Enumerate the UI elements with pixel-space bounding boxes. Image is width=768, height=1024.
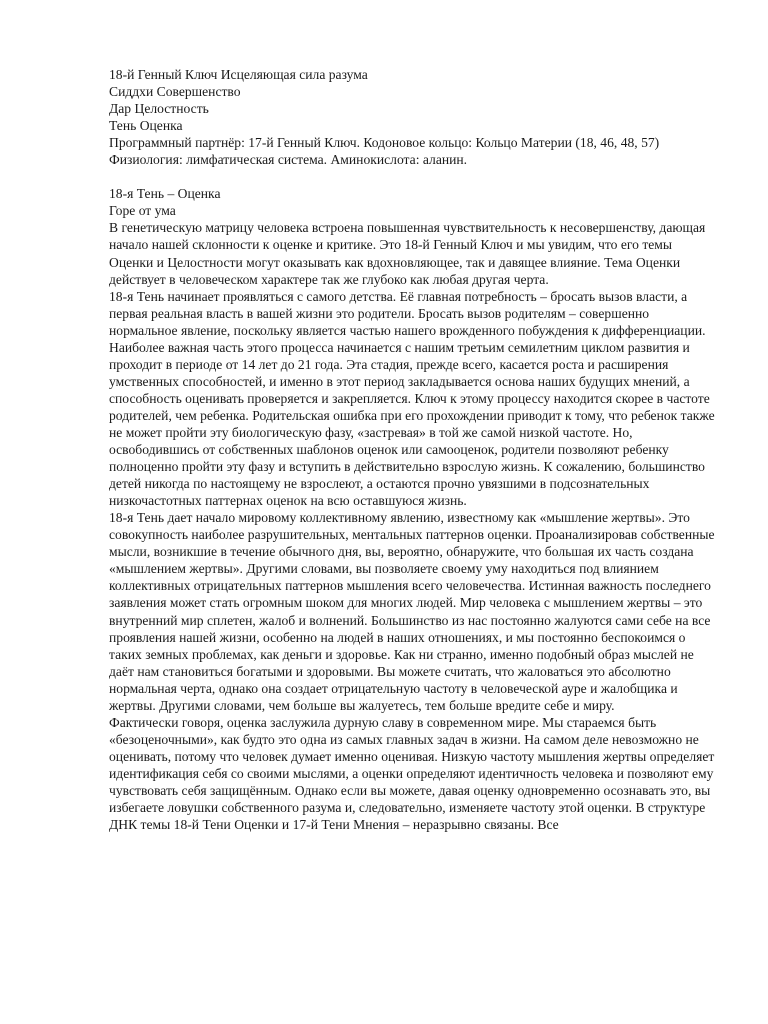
gene-key-title: 18-й Генный Ключ Исцеляющая сила разума (109, 67, 368, 82)
document-page (109, 66, 715, 833)
paragraph: 18-я Тень дает начало мировому коллективному явлению, известному как «мышление жертвы». Это совокупность наиболее разрушительных, ментальных паттернов оценки. Проанализировав собственные мысли, возникшие в течение обычного дня, вы, вероятно, обнаружите, что большая их часть создана «мышлением жертвы». Другими словами, вы позволяете своему уму находиться под влиянием коллективных отрицательных паттернов мышления всего человечества. Истинная важность последнего заявления может стать огромным шоком для многих людей. Мир человека с мышлением жертвы – это внутренний мир сплетен, жалоб и волнений. Большинство из нас постоянно жалуются сами себе на все проявления нашей жизни, особенно на людей в наших отношениях, и мы постоянно беспокоимся о таких земных проблемах, как деньги и здоровье. Как ни странно, именно подобный образ мыслей не даёт нам становиться богатыми и здоровыми. Вы можете считать, что жаловаться это абсолютно нормальная черта, однако она создает отрицательную частоту в человеческой ауре и жалобщика и жертвы. Другими словами, чем больше вы жалуетесь, тем больше вредите себе и миру. (109, 510, 715, 713)
physiology-line: Физиология: лимфатическая система. Аминокислота: аланин. (109, 152, 468, 168)
paragraph: 18-я Тень начинает проявляться с самого детства. Её главная потребность – бросать вызов власти, а первая реальная власть в вашей жизни это родители. Бросать вызов родителям – совершенно нормальное явление, поскольку является частью нашего врожденного побуждения к дифференциации. Наиболее важная часть этого процесса начинается с нашим третьим семилетним циклом развития и проходит в периоде от 14 лет до 21 года. Эта стадия, прежде всего, касается роста и расширения умственных способностей, и именно в этот период закладывается основа наших будущих мнений, а способность оценивать проверяется и закрепляется. Ключ к этому процессу находится скорее в частоте родителей, чем ребенка. Родительская ошибка при его прохождении приводит к тому, что ребенок также не может пройти эту биологическую фазу, «застревая» в той же самой низкой частоте. Но, освободившись от собственных шаблонов оценок или самооценок, родители позволяют ребенку полноценно пройти эту фазу и вступить в действительно взрослую жизнь. К сожалению, большинство детей никогда по настоящему не взрослеют, а остаются прочно увязшими в подсознательных низкочастотных паттернах оценок на всю оставшуюся жизнь. (109, 288, 715, 509)
shadow-line: Тень Оценка (109, 118, 183, 134)
paragraph: Фактически говоря, оценка заслужила дурную славу в современном мире. Мы стараемся быть «безоценочными», как будто это одна из самых главных задач в жизни. На самом деле невозможно не оценивать, потому что человек думает именно оценивая. Низкую частоту мышления жертвы определяет идентификация себя со своими мыслями, а оценки определяют идентичность человека и позволяют ему чувствовать себя защищённым. Однако если вы можете, давая оценку одновременно осознавать это, вы избегаете ловушки собственного разума и, следовательно, изменяете частоту этой оценки. В структуре ДНК темы 18-й Тени Оценки и 17-й Тени Мнения – неразрывно связаны. Все (109, 714, 715, 833)
section-heading: 18-я Тень – Оценка (109, 186, 221, 202)
blank-line (109, 168, 715, 185)
gift-line: Дар Целостность (109, 101, 209, 117)
siddhi-line: Сиддхи Совершенство (109, 84, 241, 100)
paragraph: В генетическую матрицу человека встроена повышенная чувствительность к несовершенству, дающая начало нашей склонности к оценке и критике. Это 18-й Генный Ключ и мы увидим, что его темы Оценки и Целостности могут оказывать как вдохновляющее, так и давящее влияние. Тема Оценки действует в человеческом характере так же глубоко как любая другая черта. (109, 220, 706, 287)
programming-partner-line: Программный партнёр: 17-й Генный Ключ. Кодоновое кольцо: Кольцо Материи (18, 46, 48, 57) (109, 135, 660, 151)
section-subheading: Горе от ума (109, 203, 176, 219)
